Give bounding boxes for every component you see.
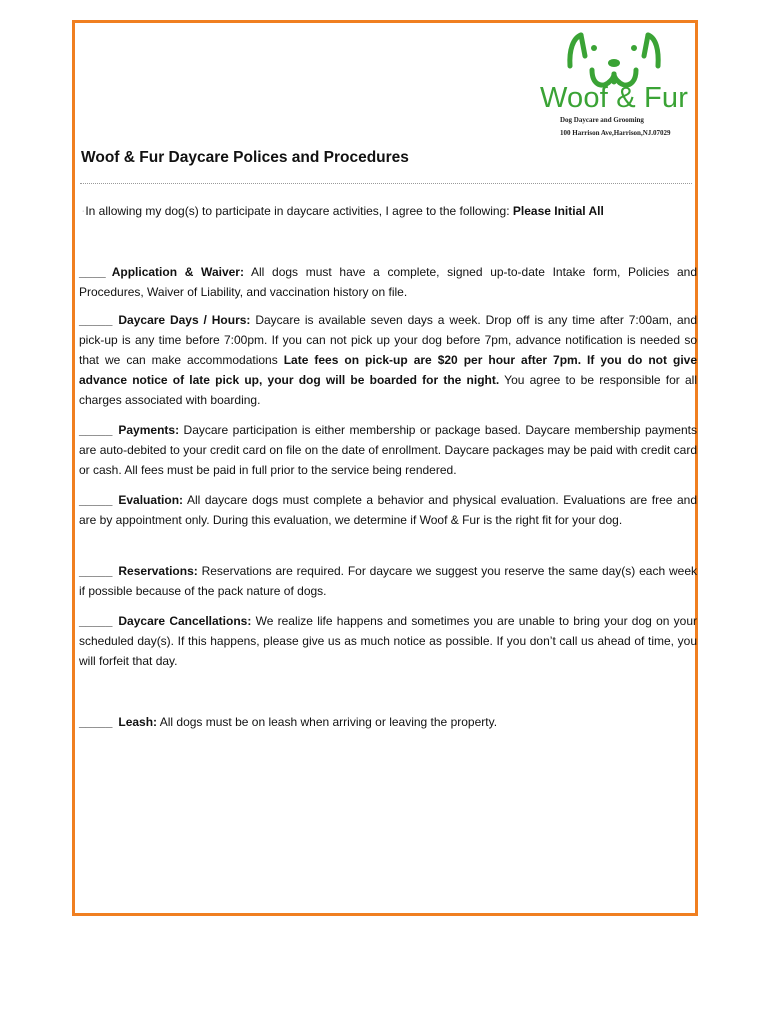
intro-statement xyxy=(82,204,682,218)
initial-blank[interactable]: _____ xyxy=(79,423,113,437)
section-cancellations xyxy=(79,611,697,671)
section-heading: Reservations: xyxy=(118,564,198,578)
section-body: All daycare dogs must complete a behavior and physical evaluation. Evaluations are free and are by appointment only. During this evaluation, we determine if Woof & Fur is the right fit for your dog. xyxy=(79,493,698,527)
section-heading: Evaluation: xyxy=(118,493,184,507)
section-reservations xyxy=(79,561,697,601)
initial-blank[interactable]: _____ xyxy=(79,715,113,729)
late-fee-notice: Late fees on pick-up are $20 per hour after 7pm. If you do not give advance notice of late pick up, your dog will be boarded for the night. xyxy=(79,353,697,387)
initial-blank[interactable]: _____ xyxy=(79,564,113,578)
section-heading: Application & Waiver: xyxy=(111,265,244,279)
section-daycare-hours xyxy=(79,310,697,410)
initial-blank[interactable]: _____ xyxy=(79,614,113,628)
business-address: 100 Harrison Ave,Harrison,NJ.07029 xyxy=(560,129,671,137)
section-body-continued: You agree to be responsible for all charges associated with boarding. xyxy=(79,373,697,407)
section-heading: Leash: xyxy=(118,715,158,729)
title-divider xyxy=(80,183,692,184)
intro-instruction: Please Initial All xyxy=(512,204,604,218)
section-body: Daycare participation is either membership or package based. Daycare membership payments are auto-debited to your credit card on file on the date of enrollment. Daycare packages may be paid with credit card or cash. All fees must be paid in full prior to the service being rendered. xyxy=(79,423,697,477)
intro-text: In allowing my dog(s) to participate in daycare activities, I agree to the following: xyxy=(85,204,513,218)
document-title: Woof & Fur Daycare Polices and Procedures xyxy=(81,149,409,166)
section-leash xyxy=(79,712,697,732)
initial-blank[interactable]: ____ xyxy=(79,265,106,279)
section-body: Daycare is available seven days a week. Drop off is any time after 7:00am, and pick-up is any time before 7:00pm. If you can not pick up your dog before 7pm, advance notification is needed so that we can make accommodations xyxy=(79,313,697,367)
section-body: All dogs must be on leash when arriving or leaving the property. xyxy=(159,715,498,729)
bullet-mark: · xyxy=(82,208,85,216)
initial-blank[interactable]: _____ xyxy=(79,493,113,507)
section-heading: Daycare Days / Hours: xyxy=(118,313,251,327)
section-application-waiver xyxy=(79,262,697,302)
brand-name: Woof & Fur xyxy=(540,82,689,114)
initial-blank[interactable]: _____ xyxy=(79,313,113,327)
section-heading: Payments: xyxy=(118,423,180,437)
section-payments xyxy=(79,420,697,480)
section-heading: Daycare Cancellations: xyxy=(118,614,252,628)
brand-tagline: Dog Daycare and Grooming xyxy=(560,116,644,124)
section-body: We realize life happens and sometimes you are unable to bring your dog on your scheduled day(s). If this happens, please give us as much notice as possible. If you don’t call us ahead of time, you will forfeit that day. xyxy=(79,614,697,668)
section-body: All dogs must have a complete, signed up-to-date Intake form, Policies and Procedures, Waiver of Liability, and vaccination history on file. xyxy=(79,265,698,299)
section-body: Reservations are required. For daycare we suggest you reserve the same day(s) each week if possible because of the pack nature of dogs. xyxy=(79,564,697,598)
section-evaluation xyxy=(79,490,697,530)
